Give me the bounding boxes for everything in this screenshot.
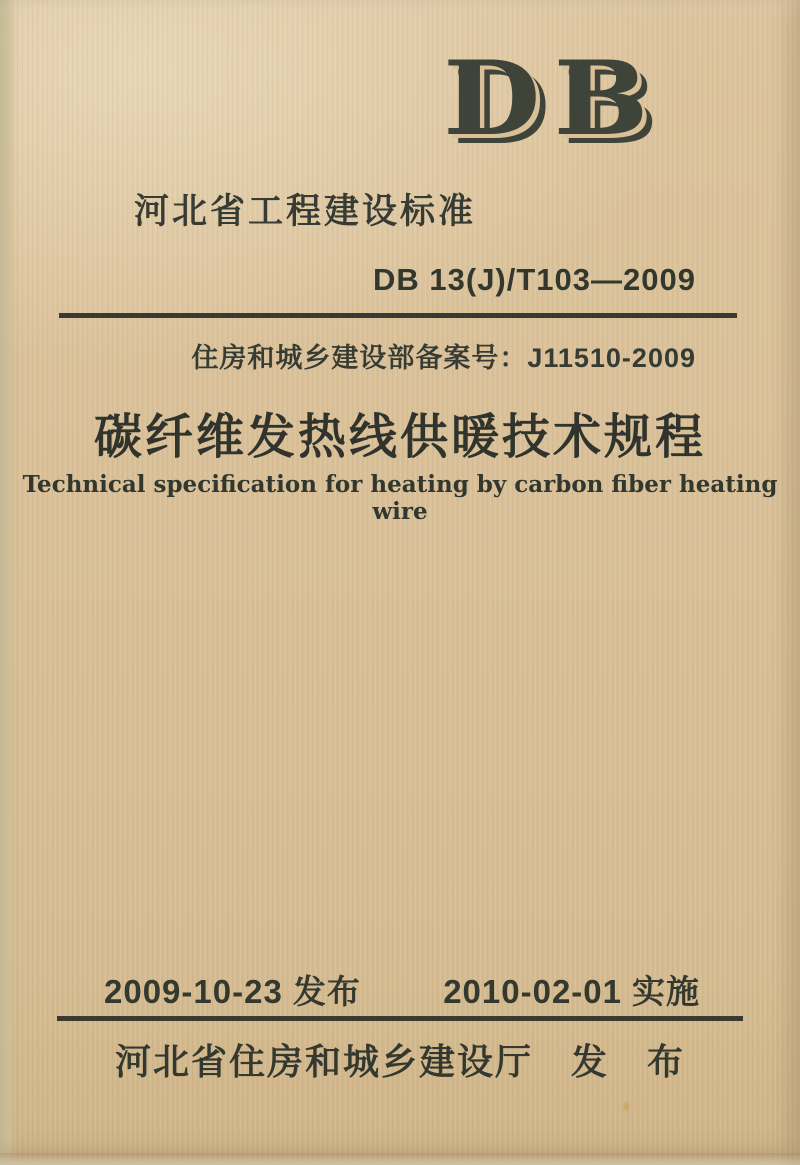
issue-date: 2009-10-23 [104, 973, 283, 1010]
standard-category-label: 河北省工程建设标准 [134, 192, 477, 231]
issue-date-label: 发布 [292, 973, 361, 1010]
ministry-record-number: 住房和城乡建设部备案号：J11510-2009 [191, 343, 696, 373]
bottom-divider-rule [57, 1016, 743, 1021]
document-title-chinese: 碳纤维发热线供暖技术规程 [93, 409, 706, 465]
page-bottom-edge [0, 1153, 800, 1165]
db-logo: DB [443, 39, 662, 159]
implement-date: 2010-02-01 [443, 973, 622, 1010]
standard-number: DB 13(J)/T103—2009 [373, 262, 696, 297]
dates-row [104, 966, 700, 1013]
issue-date-group [104, 966, 361, 1013]
implement-date-group [443, 966, 700, 1013]
paper-stain [622, 1100, 631, 1113]
top-divider-rule [59, 313, 737, 318]
document-title-english: Technical specification for heating by carbon fiber heating wire [22, 471, 778, 525]
page-left-edge [0, 0, 16, 1165]
implement-date-label: 实施 [632, 973, 700, 1010]
publisher-line: 河北省住房和城乡建设厅 发 布 [114, 1041, 685, 1082]
